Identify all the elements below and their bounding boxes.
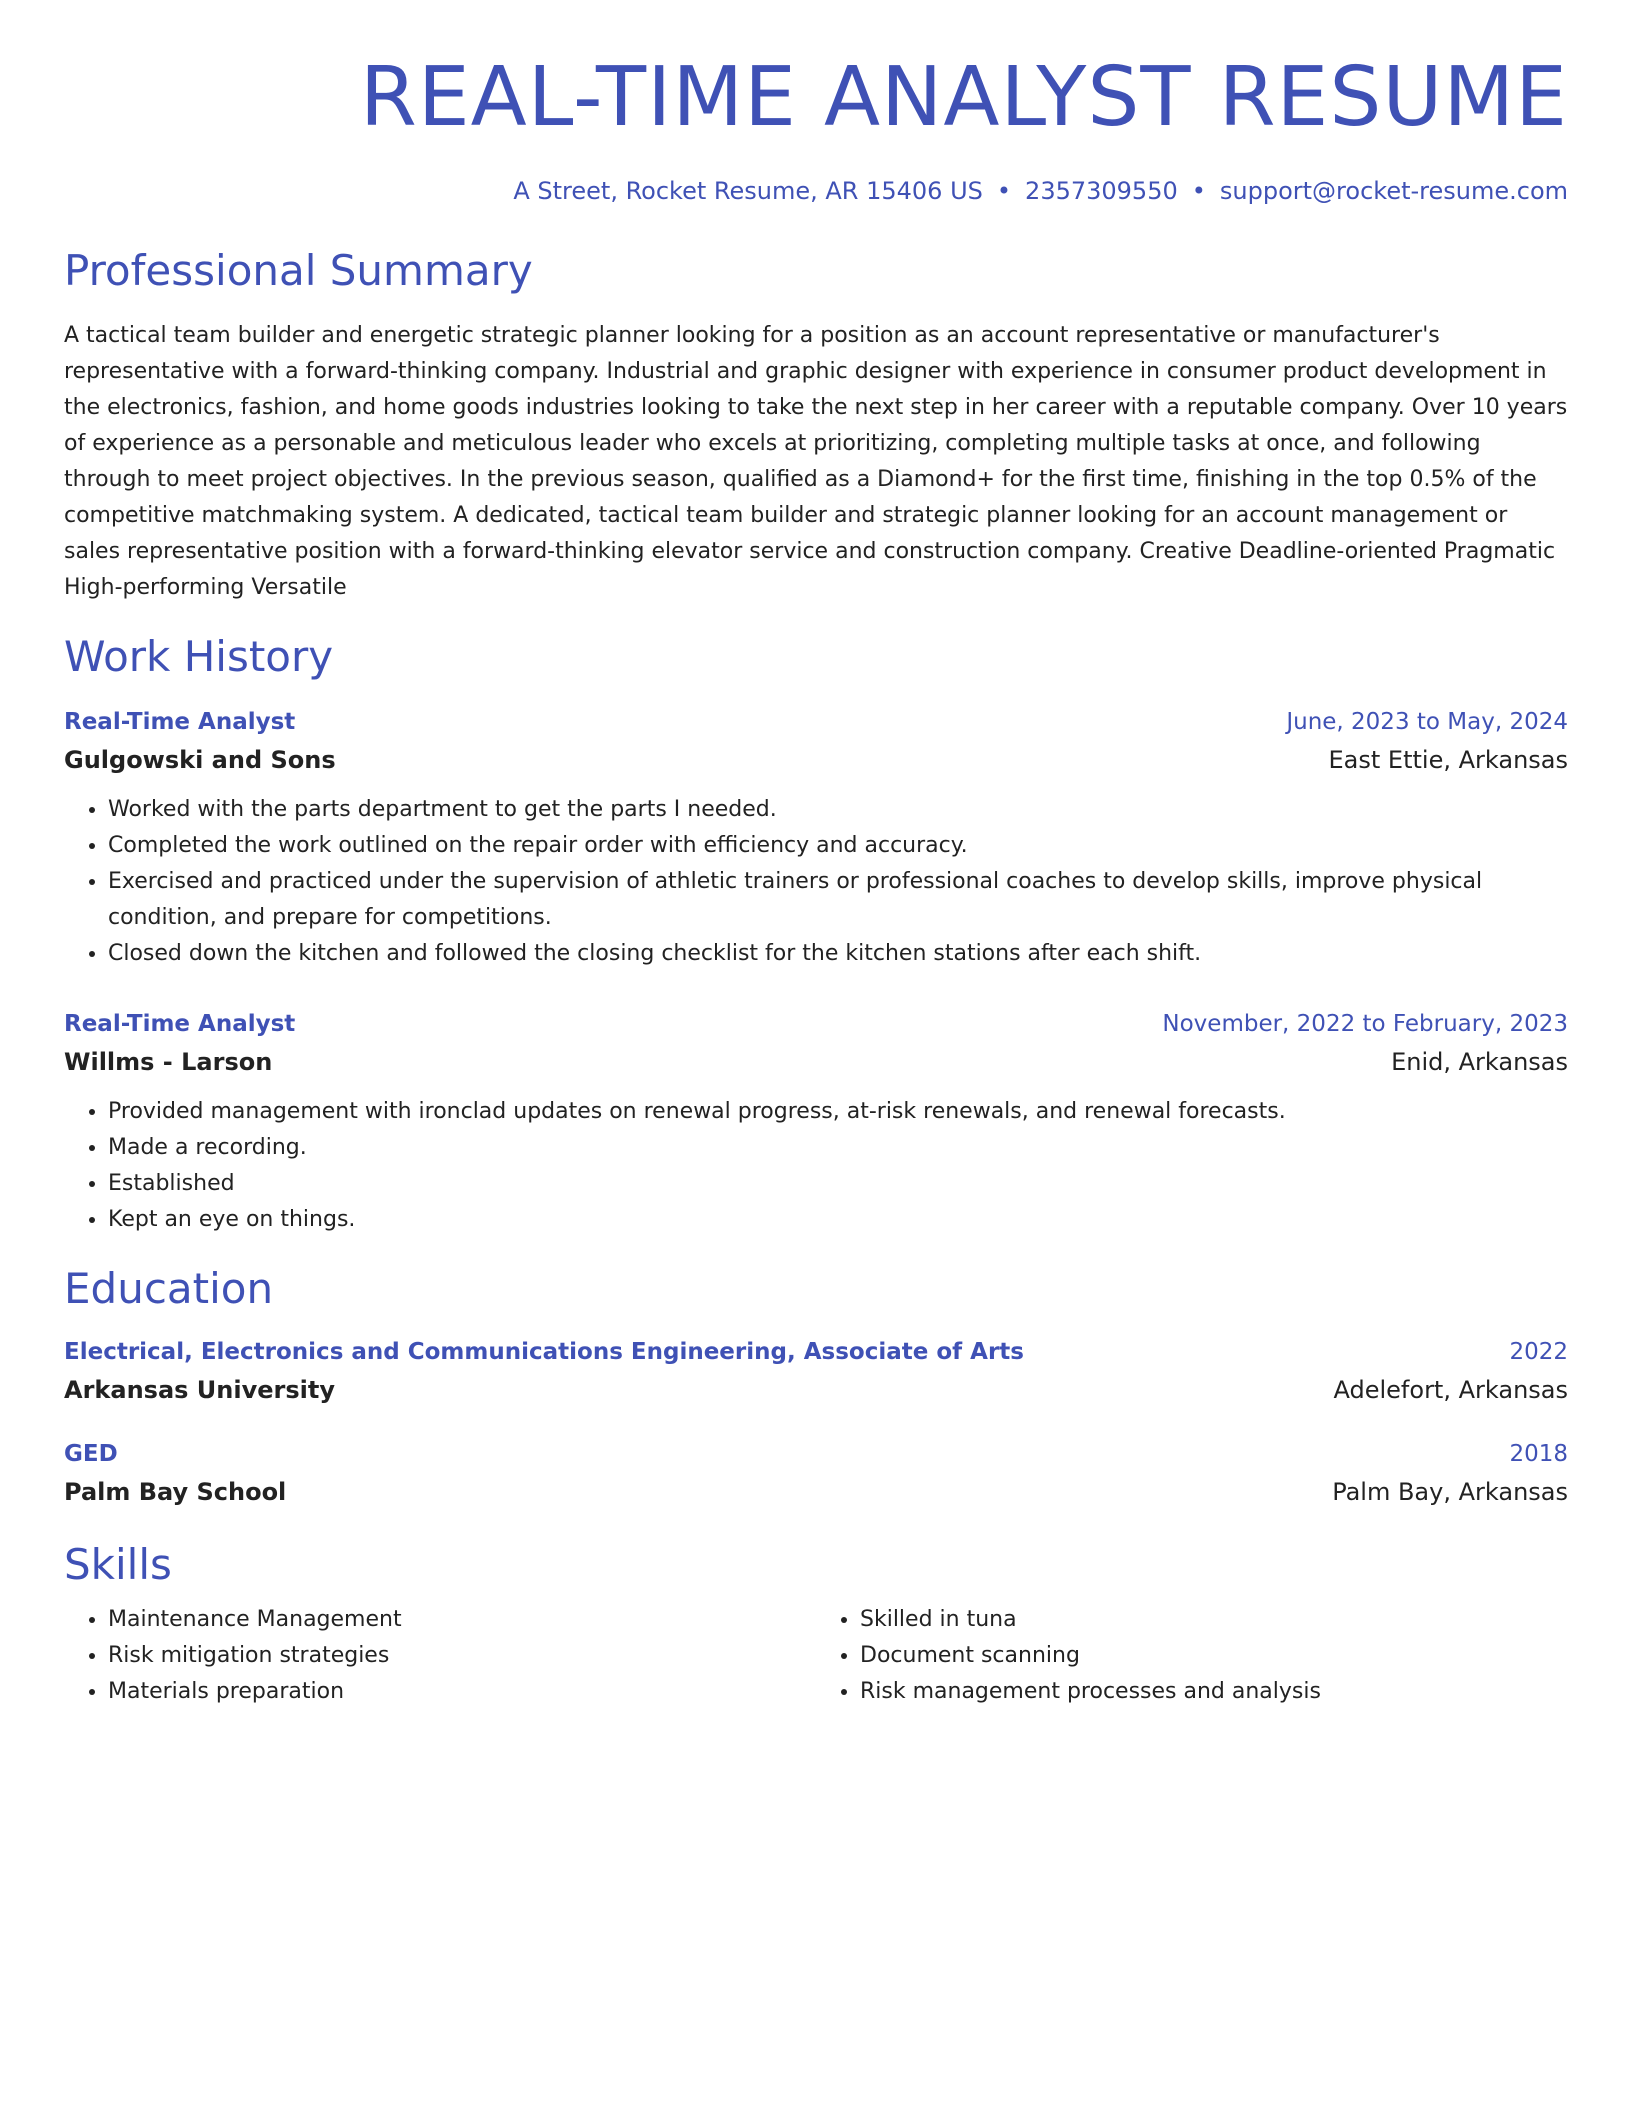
education-header-row — [64, 1438, 1568, 1470]
skill-item: • Maintenance Management — [108, 1602, 816, 1638]
contact-separator: • — [1191, 177, 1206, 205]
job-header-row — [64, 706, 1568, 738]
job-company-row — [64, 738, 1568, 778]
job-entry — [64, 706, 1568, 972]
job-location: Enid, Arkansas — [1391, 1048, 1568, 1076]
job-title: Real-Time Analyst — [64, 1011, 296, 1037]
contact-phone: 2357309550 — [1025, 177, 1178, 205]
education-location: Palm Bay, Arkansas — [1332, 1478, 1568, 1506]
education-year: 2018 — [1509, 1441, 1568, 1467]
job-bullets — [64, 1094, 1568, 1238]
education-school: Arkansas University — [64, 1376, 335, 1404]
contact-line — [64, 176, 1568, 206]
skills-column-right — [816, 1602, 1568, 1710]
job-dates: November, 2022 to February, 2023 — [1162, 1011, 1568, 1037]
section-title-skills: Skills — [64, 1540, 172, 1589]
job-bullet: • Made a recording. — [108, 1130, 1568, 1166]
education-entry — [64, 1336, 1568, 1408]
education-school: Palm Bay School — [64, 1478, 287, 1506]
skill-item: • Risk mitigation strategies — [108, 1638, 816, 1674]
skill-item: • Materials preparation — [108, 1674, 816, 1710]
job-bullet: • Established — [108, 1166, 1568, 1202]
job-bullet: • Worked with the parts department to get the parts I needed. — [108, 792, 1568, 828]
contact-address: A Street, Rocket Resume, AR 15406 US — [513, 177, 983, 205]
job-company: Willms - Larson — [64, 1048, 273, 1076]
education-header-row — [64, 1336, 1568, 1368]
education-location: Adelefort, Arkansas — [1333, 1376, 1568, 1404]
skills-grid — [64, 1602, 1568, 1710]
skills-column-left — [64, 1602, 816, 1710]
resume-header — [64, 50, 1568, 206]
job-header-row — [64, 1008, 1568, 1040]
education-degree: Electrical, Electronics and Communications Engineering, Associate of Arts — [64, 1339, 1024, 1365]
job-title: Real-Time Analyst — [64, 709, 296, 735]
contact-separator: • — [996, 177, 1012, 205]
skill-item: • Document scanning — [860, 1638, 1568, 1674]
education-school-row — [64, 1368, 1568, 1408]
job-bullet: • Closed down the kitchen and followed the closing checklist for the kitchen stations after each shift. — [108, 936, 1568, 972]
skills-list — [816, 1602, 1568, 1710]
job-company-row — [64, 1040, 1568, 1080]
education-school-row — [64, 1470, 1568, 1510]
job-entry — [64, 1008, 1568, 1238]
job-bullet: • Completed the work outlined on the repair order with efficiency and accuracy. — [108, 828, 1568, 864]
education-entry — [64, 1438, 1568, 1510]
skills-list — [64, 1602, 816, 1710]
job-bullet: • Exercised and practiced under the supervision of athletic trainers or professional coaches to develop skills, improve physical condition, and prepare for competitions. — [108, 864, 1568, 936]
contact-email[interactable]: support@rocket-resume.com — [1219, 177, 1568, 205]
job-bullet: • Kept an eye on things. — [108, 1202, 1568, 1238]
job-location: East Ettie, Arkansas — [1328, 746, 1568, 774]
skill-item: • Skilled in tuna — [860, 1602, 1568, 1638]
education-section — [64, 1264, 1568, 1510]
job-company: Gulgowski and Sons — [64, 746, 336, 774]
summary-section — [64, 246, 1568, 606]
job-bullets — [64, 792, 1568, 972]
skills-section — [64, 1540, 1568, 1710]
work-history-section — [64, 632, 1568, 1238]
section-title-work: Work History — [64, 632, 334, 681]
skill-item: • Risk management processes and analysis — [860, 1674, 1568, 1710]
section-title-education: Education — [64, 1264, 274, 1313]
education-degree: GED — [64, 1441, 118, 1467]
summary-text: A tactical team builder and energetic strategic planner looking for a position as an account representative or manufacturer's representative with a forward-thinking company. Industrial and graphic designer with experience in consumer product development in the electronics, fashion, and home goods industries looking to take the next step in her career with a reputable company. Over 10 years of experience as a personable and meticulous leader who excels at prioritizing, completing multiple tasks at once, and following through to meet project objectives. In the previous season, qualified as a Diamond+ for the first time, finishing in the top 0.5% of the competitive matchmaking system. A dedicated, tactical team builder and strategic planner looking for an account management or sales representative position with a forward-thinking elevator service and construction company. Creative Deadline-oriented Pragmatic High-performing Versatile — [64, 323, 1568, 600]
job-bullet: • Provided management with ironclad updates on renewal progress, at-risk renewals, and renewal forecasts. — [108, 1094, 1568, 1130]
job-dates: June, 2023 to May, 2024 — [1286, 709, 1568, 735]
resume-title: REAL-TIME ANALYST RESUME — [359, 50, 1568, 145]
section-title-summary: Professional Summary — [64, 246, 533, 295]
education-year: 2022 — [1509, 1339, 1568, 1365]
